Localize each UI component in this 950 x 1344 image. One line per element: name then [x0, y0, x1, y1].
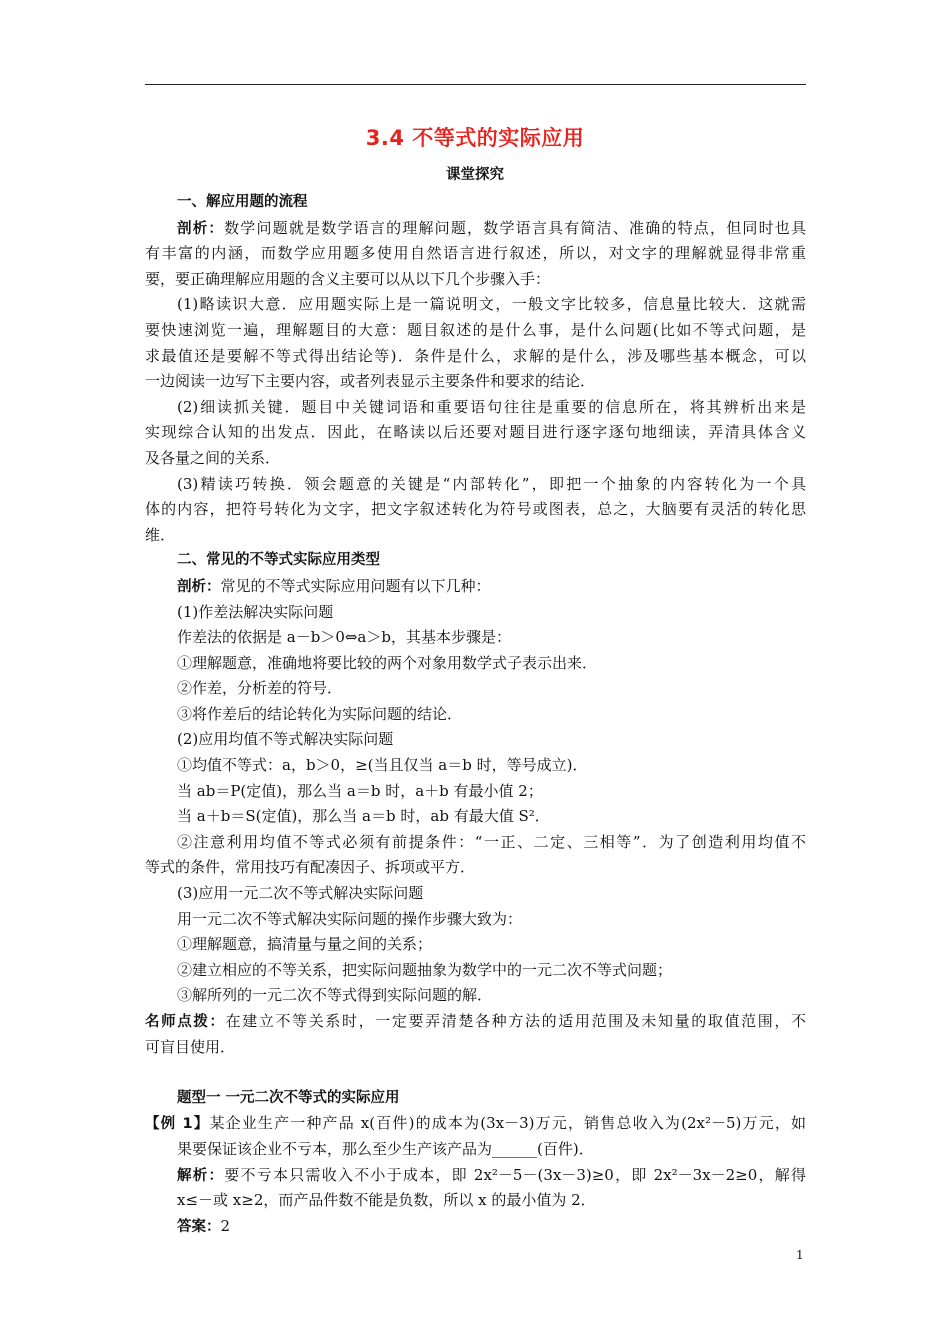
paragraph-line: 及各量之间的关系． [145, 448, 281, 467]
paragraph-line: (1)作差法解决实际问题 [177, 602, 334, 621]
document-body [145, 190, 806, 1239]
label: 答案： [177, 1218, 221, 1235]
paragraph-line: ①均值不等式：a，b＞0，≥(当且仅当 a＝b 时，等号成立)． [177, 756, 588, 775]
paragraph-line: 用一元二次不等式解决实际问题的操作步骤大致为： [177, 909, 523, 928]
section-heading: 题型一 一元二次不等式的实际应用 [177, 1089, 400, 1106]
paragraph-line: 要快速浏览一遍，理解题目的大意：题目叙述的是什么事，是什么问题(比如不等式问题，是 [145, 320, 806, 339]
paragraph-line: 等式的条件，常用技巧有配凑因子、拆项或平方． [145, 858, 476, 877]
paragraph-line: 果要保证该企业不亏本，那么至少生产该产品为______(百件)． [177, 1139, 594, 1158]
text: 2 [220, 1216, 231, 1235]
paragraph-line [145, 1111, 806, 1137]
label: 解析： [177, 1167, 225, 1184]
page-number: 1 [796, 1248, 804, 1262]
paragraph-line: (1)略读识大意．应用题实际上是一篇说明文，一般文字比较多，信息量比较大．这就需 [177, 295, 806, 314]
paragraph-line: x≤－或 x≥2，而产品件数不能是负数，所以 x 的最小值为 2． [177, 1191, 596, 1210]
text: 数学问题就是数学语言的理解问题，数学语言具有简洁、准确的特点，但同时也具 [224, 218, 806, 237]
paragraph-line: 要，要正确理解应用题的含义主要可以从以下几个步骤入手： [145, 269, 551, 288]
label: 剖析： [177, 578, 221, 595]
header-rule [145, 84, 806, 85]
paragraph-line: ②建立相应的不等关系，把实际问题抽象为数学中的一元二次不等式问题； [177, 960, 673, 979]
paragraph-line: 有丰富的内涵，而数学应用题多使用自然语言进行叙述，所以，对文字的理解就显得非常重 [145, 244, 806, 263]
paragraph-line [145, 1163, 806, 1189]
paragraph-line: 求最值还是要解不等式得出结论等)．条件是什么，求解的是什么，涉及哪些基本概念，可以 [145, 346, 806, 365]
paragraph-line: 可盲目使用． [145, 1037, 236, 1056]
paragraph-line: 一边阅读一边写下主要内容，或者列表显示主要条件和要求的结论． [145, 372, 596, 391]
text: 常见的不等式实际应用问题有以下几种： [220, 576, 491, 595]
paragraph-line: (2)细读抓关键．题目中关键词语和重要语句往往是重要的信息所在，将其辨析出来是 [177, 397, 806, 416]
paragraph-line [145, 1214, 806, 1240]
text: 某企业生产一种产品 x(百件)的成本为(3x－3)万元，销售总收入为(2x²－5)万元，如 [209, 1114, 806, 1133]
paragraph-line [145, 574, 806, 600]
paragraph-line: ②注意利用均值不等式必须有前提条件：“一正、二定、三相等”．为了创造利用均值不 [177, 832, 806, 851]
paragraph-line: 当 a＋b＝S(定值)，那么当 a＝b 时，ab 有最大值 S²． [177, 807, 550, 826]
paragraph-line: ①理解题意，搞清量与量之间的关系； [177, 935, 433, 954]
paragraph-line: ①理解题意，准确地将要比较的两个对象用数学式子表示出来． [177, 653, 598, 672]
paragraph-line: 维． [145, 525, 176, 544]
paragraph-line: ③解所列的一元二次不等式得到实际问题的解． [177, 986, 493, 1005]
section-heading: 一、解应用题的流程 [177, 194, 308, 210]
paragraph-line: (3)精读巧转换．领会题意的关键是“内部转化”，即把一个抽象的内容转化为一个具 [177, 474, 806, 493]
label: 名师点拨： [145, 1014, 226, 1030]
document-subtitle: 课堂探究 [446, 167, 504, 183]
paragraph-line: (3)应用一元二次不等式解决实际问题 [177, 884, 424, 903]
paragraph-line: (2)应用均值不等式解决实际问题 [177, 730, 394, 749]
paragraph-line: 实现综合认知的出发点．因此，在略读以后还要对题目进行逐字逐句地细读，弄清具体含义 [145, 423, 806, 442]
paragraph-line: ②作差，分析差的符号． [177, 679, 343, 698]
section-heading: 二、常见的不等式实际应用类型 [177, 552, 380, 569]
label: 【例 1】 [145, 1116, 210, 1133]
text: 要不亏本只需收入不小于成本，即 2x²－5－(3x－3)≥0，即 2x²－3x－2≥0，解得 [224, 1165, 806, 1184]
text: 在建立不等关系时，一定要弄清楚各种方法的适用范围及未知量的取值范围，不 [225, 1012, 806, 1030]
document-title: 3.4 不等式的实际应用 [365, 126, 585, 150]
paragraph-line: 当 ab＝P(定值)，那么当 a＝b 时，a＋b 有最小值 2； [177, 781, 543, 800]
paragraph-line [145, 1009, 806, 1035]
paragraph-line: 体的内容，把符号转化为文字，把文字叙述转化为符号或图表，总之，大脑要有灵活的转化思 [145, 500, 806, 519]
spacer [145, 1060, 806, 1086]
paragraph-line: 作差法的依据是 a－b＞0⇔a＞b，其基本步骤是： [177, 628, 511, 647]
label: 剖析： [177, 220, 225, 237]
paragraph-line: ③将作差后的结论转化为实际问题的结论． [177, 704, 463, 723]
paragraph-line [145, 216, 806, 242]
